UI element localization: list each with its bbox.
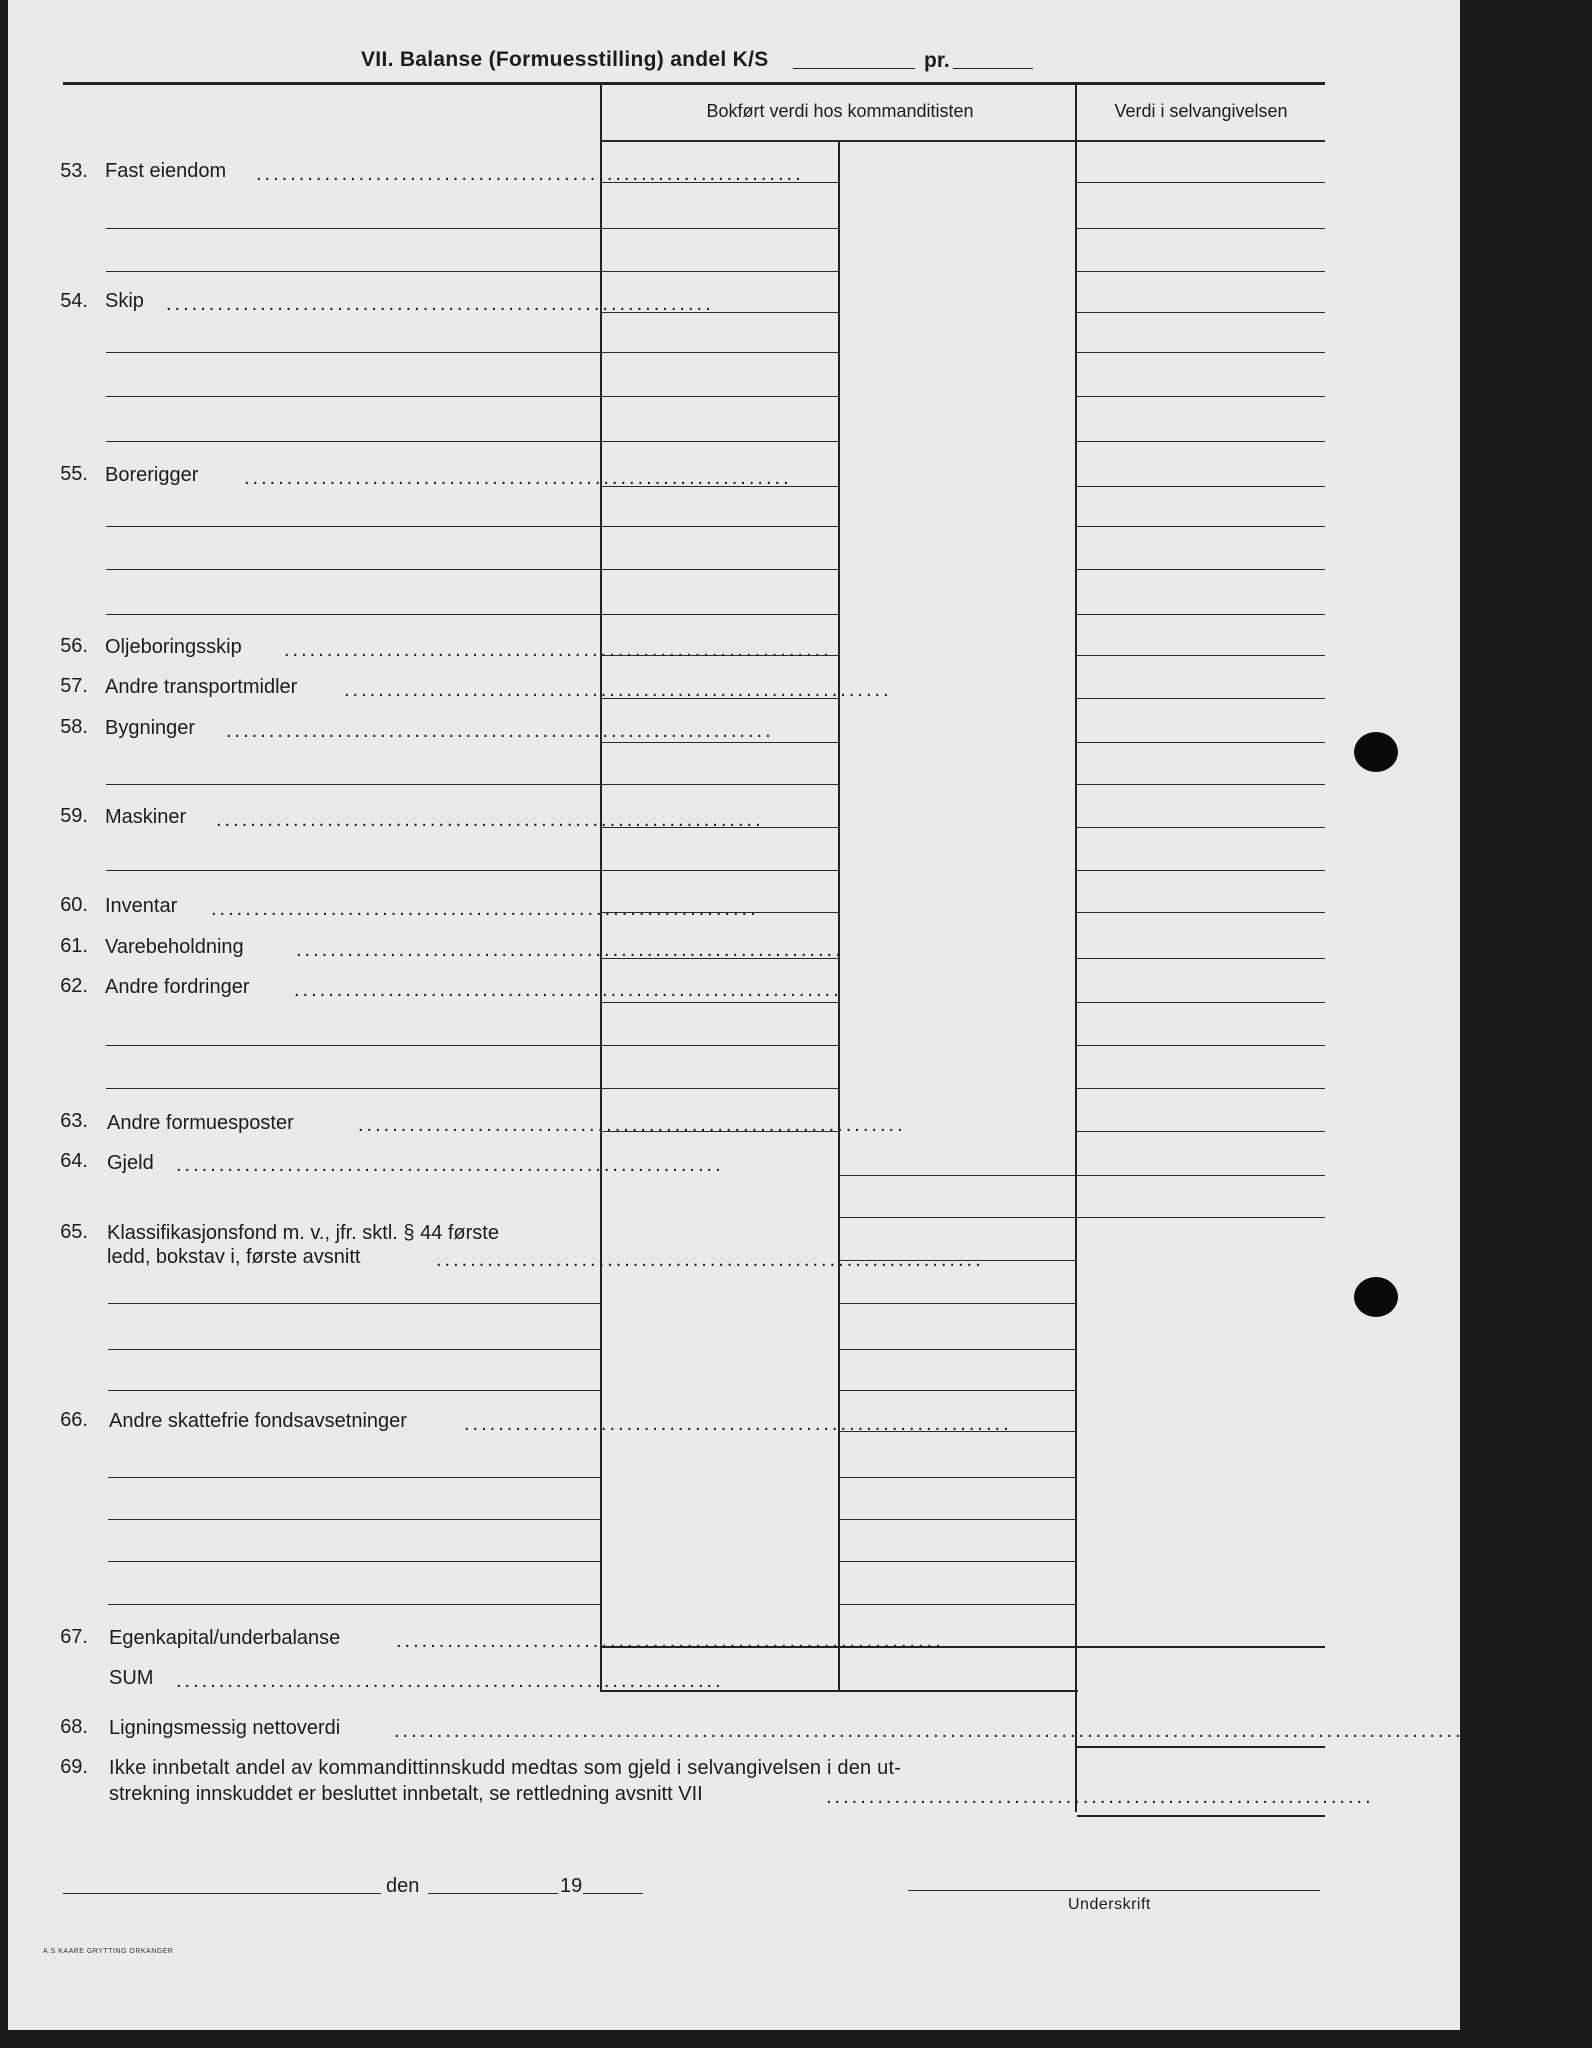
ks-name-blank[interactable] [793,68,915,69]
item-label: Varebeholdning [105,936,244,958]
dot-leader: ................................................................ [211,898,759,920]
column-header-selvangivelsen: Verdi i selvangivelsen [1114,101,1288,121]
cell-line [600,396,840,397]
punch-hole [1354,1277,1398,1317]
cell-line [600,958,840,959]
item-number: 58. [60,716,88,738]
writing-line [108,1390,600,1391]
dot-leader: ................................................................ [396,1630,944,1652]
item-number: 61. [60,935,88,957]
writing-line [106,396,600,397]
writing-line [106,352,600,353]
dot-leader: ................................................................ [176,1670,724,1692]
writing-line [106,441,600,442]
item-label-continued: strekning innskuddet er besluttet innbetalt, se rettledning avsnitt VII [109,1783,703,1805]
item-number: 56. [60,635,88,657]
printer-imprint: A.S KAARE GRYTTING ORKANGER [43,1948,174,1955]
item-label: Ikke innbetalt andel av kommandittinnskudd medtas som gjeld i selvangivelsen i den ut- [109,1757,902,1779]
item-number: 53. [60,160,88,182]
signature-label: Underskrift [1068,1896,1151,1913]
item-label: Oljeboringsskip [105,636,242,658]
cell-line [1077,784,1325,785]
cell-line [600,698,840,699]
cell-line [840,1477,1076,1478]
pr-label: pr. [924,49,950,72]
writing-line [106,569,600,570]
cell-line [1077,1217,1325,1218]
cell-line [840,1519,1076,1520]
cell-line [840,1303,1076,1304]
cell-line [1077,1002,1325,1003]
cell-line [1077,312,1325,313]
punch-hole [1354,732,1398,772]
cell-line [1077,1175,1325,1176]
form-page [8,0,1592,2030]
cell-line [1077,1088,1325,1089]
cell-line [1077,228,1325,229]
bottom-box-rule [1077,1815,1325,1817]
writing-line [108,1519,600,1520]
egenkapital-rule [600,1646,1325,1648]
cell-line [1077,441,1325,442]
writing-line [106,784,600,785]
writing-line [106,228,600,229]
writing-line [106,271,600,272]
writing-line [108,1303,600,1304]
item-label: Andre formuesposter [107,1112,294,1134]
dot-leader: ................................................................ [216,809,764,831]
cell-line [840,1390,1076,1391]
cell-line [600,1045,840,1046]
cell-line [600,912,840,913]
item-number: 63. [60,1110,88,1132]
day-blank[interactable] [428,1893,558,1894]
item-number: 69. [60,1756,88,1778]
section-title [361,48,769,72]
cell-line [840,1349,1076,1350]
dot-leader: ................................................................ [284,639,832,661]
cell-line [600,655,840,656]
dot-leader: ................................................................ [256,163,804,185]
item-number: 62. [60,975,88,997]
item-number: 68. [60,1716,88,1738]
cell-line [1077,655,1325,656]
cell-line [1077,912,1325,913]
year-label: 19 [560,1875,583,1897]
item-label: Fast eiendom [105,160,227,182]
item-label: Andre transportmidler [105,676,298,698]
item-label: Inventar [105,895,178,917]
item-label: Borerigger [105,464,199,486]
cell-line [600,312,840,313]
dot-leader: ................................................................ [358,1114,906,1136]
cell-line [840,1431,1076,1432]
writing-line [106,614,600,615]
cell-line [840,1604,1076,1605]
cell-line [1077,1045,1325,1046]
sum-rule [600,1690,1078,1692]
cell-line [600,228,840,229]
item-label-continued: ledd, bokstav i, første avsnitt [107,1246,361,1268]
cell-line [600,784,840,785]
place-blank[interactable] [63,1893,381,1894]
dot-leader: ................................................................ [436,1249,984,1271]
item-label: Andre fordringer [105,976,250,998]
cell-line [1077,569,1325,570]
cell-line [1077,614,1325,615]
item-number: 67. [60,1626,88,1648]
cell-line [600,827,840,828]
dot-leader: ................................................................ [464,1413,1012,1435]
top-rule [63,82,1325,85]
writing-line [106,1045,600,1046]
item-number: 59. [60,805,88,827]
item-number: 65. [60,1221,88,1243]
cell-line [1077,870,1325,871]
writing-line [106,526,600,527]
item-number: 54. [60,290,88,312]
cell-line [1077,526,1325,527]
cell-line [840,1561,1076,1562]
cell-line [600,1088,840,1089]
cell-line [600,870,840,871]
dot-leader: ................................................................ [166,293,714,315]
writing-line [106,870,600,871]
cell-line [600,614,840,615]
item-number: 60. [60,894,88,916]
cell-line [1077,742,1325,743]
cell-line [600,1131,840,1132]
cell-line [1077,396,1325,397]
cell-line [1077,958,1325,959]
cell-line [840,1175,1076,1176]
item-label: Bygninger [105,717,196,739]
dot-leader: ................................................................ [294,979,842,1001]
cell-line [600,1002,840,1003]
item-number: 55. [60,463,88,485]
cell-line [600,742,840,743]
dot-leader: ................................................................ [344,679,892,701]
dot-leader: ................................................................ [244,467,792,489]
year-blank[interactable] [583,1893,643,1894]
item-number: 57. [60,675,88,697]
cell-line [1077,352,1325,353]
nettoverdi-rule [1077,1746,1325,1748]
dot-leader: ............................................................................................................................................ [394,1720,1592,1742]
item-label: Maskiner [105,806,187,828]
item-label: Gjeld [107,1152,154,1174]
signature-blank[interactable] [908,1890,1320,1891]
cell-line [1077,1131,1325,1132]
cell-line [840,1217,1076,1218]
cell-line [600,271,840,272]
dot-leader: ................................................................ [296,939,844,961]
cell-line [1077,827,1325,828]
cell-line [600,569,840,570]
cell-line [600,441,840,442]
dot-leader: ................................................................ [176,1154,724,1176]
item-label: Egenkapital/underbalanse [109,1627,341,1649]
header-bottom-rule [600,140,1325,142]
cell-line [1077,271,1325,272]
pr-date-blank[interactable] [953,68,1033,69]
writing-line [108,1561,600,1562]
cell-line [600,352,840,353]
section-title-text: VII. Balanse (Formuesstilling) andel K/S [361,48,769,71]
cell-line [1077,698,1325,699]
cell-line [840,1260,1076,1261]
item-number: 66. [60,1409,88,1431]
cell-line [600,486,840,487]
column-divider-right [1075,82,1077,1812]
den-label: den [386,1875,420,1897]
column-divider-left [600,82,602,1692]
sum-label: SUM [109,1667,154,1689]
writing-line [108,1477,600,1478]
dot-leader: ................................................................ [826,1786,1374,1808]
cell-line [600,182,840,183]
item-number: 64. [60,1150,88,1172]
writing-line [108,1604,600,1605]
item-label: Andre skattefrie fondsavsetninger [109,1410,407,1432]
cell-line [1077,486,1325,487]
column-divider-middle [838,142,840,1692]
writing-line [106,1088,600,1089]
item-label: Skip [105,290,144,312]
writing-line [108,1349,600,1350]
item-label: Ligningsmessig nettoverdi [109,1717,341,1739]
column-header-bokfort: Bokført verdi hos kommanditisten [706,101,974,121]
item-label: Klassifikasjonsfond m. v., jfr. sktl. § 44 første [107,1222,499,1244]
dot-leader: ................................................................ [226,720,774,742]
cell-line [600,526,840,527]
cell-line [1077,182,1325,183]
